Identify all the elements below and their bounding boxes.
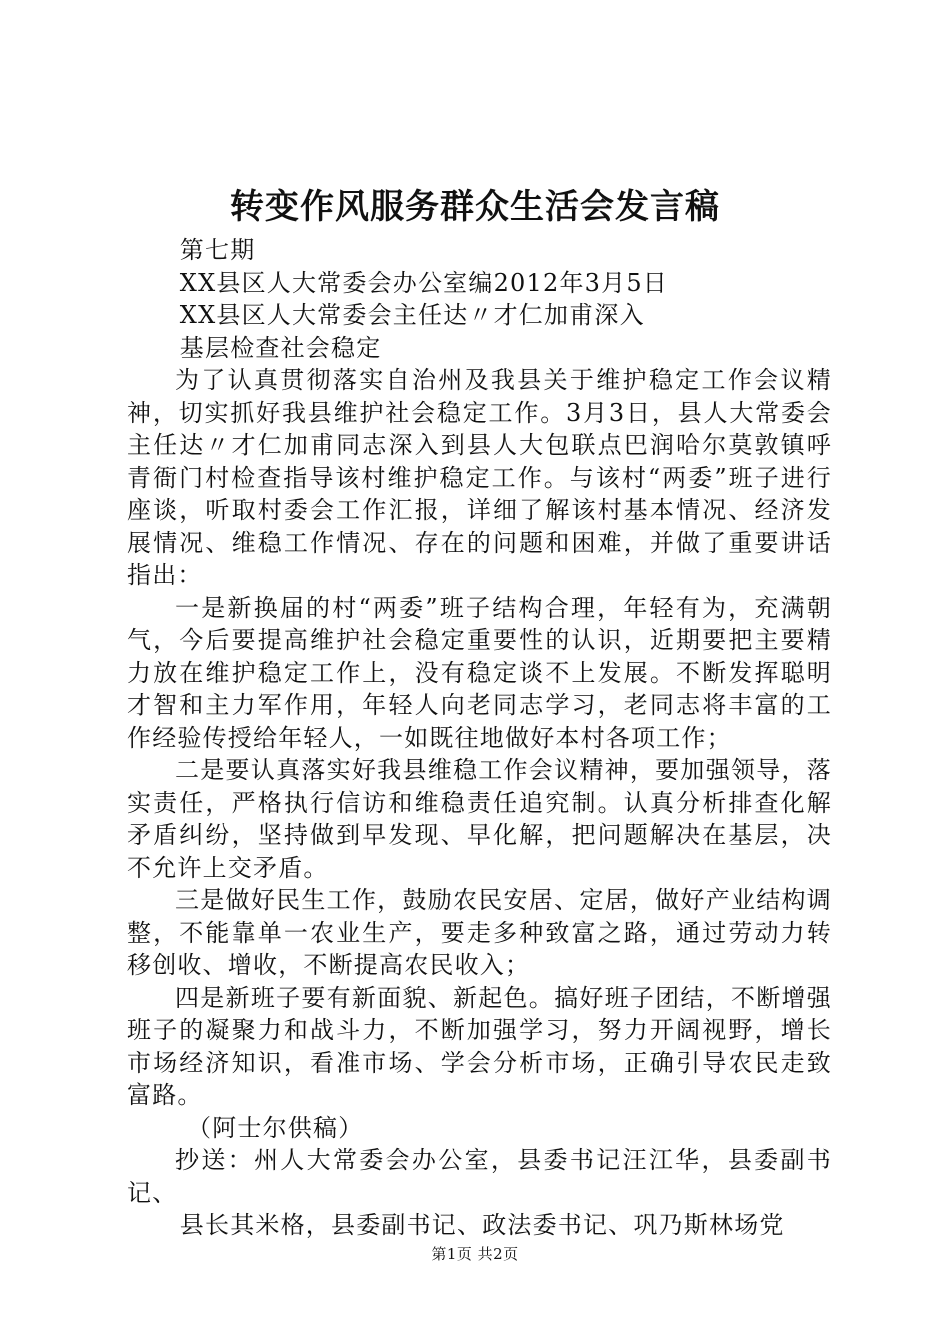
- document-title: 转变作风服务群众生活会发言稿: [230, 187, 720, 227]
- paragraph-intro: 为了认真贯彻落实自治州及我县关于维护稳定工作会议精神，切实抓好我县维护社会稳定工作。3月3日，县人大常委会主任达〃才仁加甫同志深入到县人大包联点巴润哈尔莫敦镇呼青衙门村检查指导该村维护稳定工作。与该村“两委”班子进行座谈，听取村委会工作汇报，详细了解该村基本情况、经济发展情况、维稳工作情况、存在的问题和困难，并做了重要讲话指出：: [127, 366, 832, 589]
- document-body: [127, 234, 832, 1242]
- headline-line-2: 基层检查社会稳定: [179, 333, 382, 362]
- paragraph-point-3: 三是做好民生工作，鼓励农民安居、定居，做好产业结构调整，不能靠单一农业生产，要走多种致富之路，通过劳动力转移创收、增收，不断提高农民收入；: [127, 886, 832, 979]
- page-number-footer: 第1页 共2页: [431, 1245, 519, 1263]
- paragraph-point-1: 一是新换届的村“两委”班子结构合理，年轻有为，充满朝气，今后要提高维护社会稳定重要性的认识，近期要把主要精力放在维护稳定工作上，没有稳定谈不上发展。不断发挥聪明才智和主力军作用，年轻人向老同志学习，老同志将丰富的工作经验传授给年轻人，一如既往地做好本村各项工作；: [127, 593, 832, 752]
- cc-line: 抄送：州人大常委会办公室，县委书记汪江华，县委副书记、: [127, 1146, 832, 1207]
- paragraph-point-4: 四是新班子要有新面貌、新起色。搞好班子团结，不断增强班子的凝聚力和战斗力，不断加强学习，努力开阔视野，增长市场经济知识，看准市场、学会分析市场，正确引导农民走致富路。: [127, 983, 832, 1109]
- source-note: （阿士尔供稿）: [187, 1113, 364, 1142]
- editor-line: XX县区人大常委会办公室编2012年3月5日: [179, 268, 668, 297]
- headline-line-1: XX县区人大常委会主任达〃才仁加甫深入: [179, 301, 645, 329]
- issue-number: 第七期: [179, 236, 256, 264]
- paragraph-point-2: 二是要认真落实好我县维稳工作会议精神，要加强领导，落实责任，严格执行信访和维稳责任追究制。认真分析排查化解矛盾纠纷，坚持做到早发现、早化解，把问题解决在基层，决不允许上交矛盾。: [127, 756, 832, 882]
- cc-continued: 县长其米格，县委副书记、政法委书记、巩乃斯林场党: [179, 1211, 785, 1239]
